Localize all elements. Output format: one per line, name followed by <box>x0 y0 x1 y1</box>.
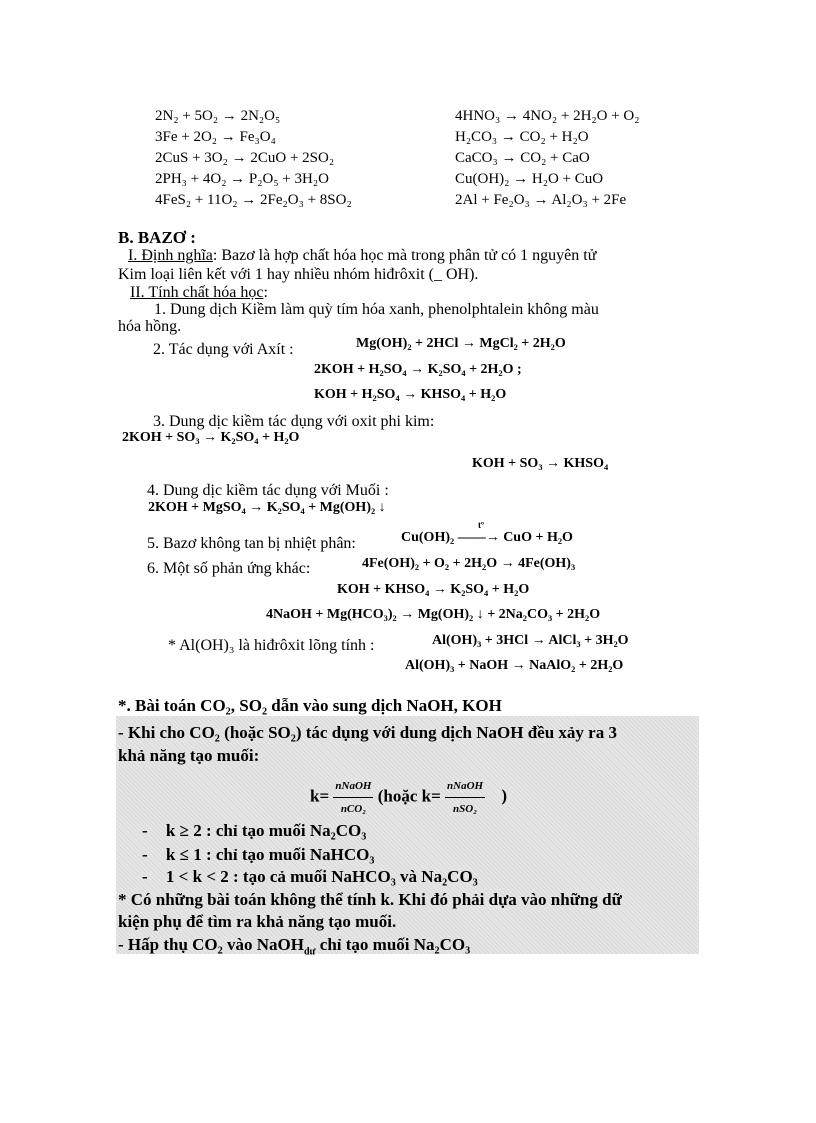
k-close-paren: ) <box>501 786 508 806</box>
fraction-2-numerator: nNaOH <box>445 775 485 798</box>
property-6: 6. Một số phản ứng khác: <box>147 560 311 577</box>
fraction-1-numerator: nNaOH <box>333 775 373 798</box>
absorb-line <box>118 934 470 963</box>
problem-title: *. Bài toán CO₂, SO₂ dẫn vào sung dịch NaOH, KOH <box>118 696 502 715</box>
case-1-text: k ≥ 2 : chỉ tạo muối Na₂CO₃ <box>165 821 367 840</box>
k-formula <box>310 775 507 820</box>
reaction-left-2: 3Fe + 2O₂ → Fe₃O₄ <box>155 129 276 145</box>
problem-line-2: khả năng tạo muối: <box>118 746 260 765</box>
reaction-left-3: 2CuS + 3O₂ → 2CuO + 2SO₂ <box>155 150 335 166</box>
property-3: 3. Dung dịc kiềm tác dụng với oxit phi kim: <box>153 413 435 430</box>
property-1-line-1: 1. Dung dịch Kiềm làm quỳ tím hóa xanh, phenolphtalein không màu <box>154 301 599 318</box>
fraction-naoh-co2 <box>333 775 373 820</box>
fraction-1-denominator: nCO₂ <box>340 803 367 815</box>
absorb-end: chỉ tạo muối Na₂CO₃ <box>315 935 471 954</box>
reaction-left-5: 4FeS₂ + 11O₂ → 2Fe₂O₃ + 8SO₂ <box>155 192 352 208</box>
definition-line-1 <box>128 246 596 266</box>
aluminum-note: * Al(OH)₃ là hiđrôxit lõng tính : <box>168 637 375 654</box>
equation-koh-so3: 2KOH + SO₃ → K₂SO₄ + H₂O <box>122 430 300 445</box>
equation-feoh2-oxidation: 4Fe(OH)₂ + O₂ + 2H₂O → 4Fe(OH)₃ <box>362 556 576 571</box>
note-line-1: * Có những bài toán không thể tính k. Khi đó phải dựa vào những dữ <box>118 890 622 909</box>
equation-koh-khso4: KOH + H₂SO₄ → KHSO₄ + H₂O <box>314 387 507 402</box>
equation-koh-mgso4: 2KOH + MgSO₄ → K₂SO₄ + Mg(OH)₂ ↓ <box>148 500 386 515</box>
equation-koh-khso4-2: KOH + KHSO₄ → K₂SO₄ + H₂O <box>337 582 530 597</box>
reaction-left-4: 2PH₃ + 4O₂ → P₂O₅ + 3H₂O <box>155 171 329 187</box>
definition-text-1: : Bazơ là hợp chất hóa học mà trong phân tử có 1 nguyên tử <box>212 247 597 264</box>
bullet: - <box>142 845 148 864</box>
case-2 <box>142 844 374 866</box>
reaction-right-1: 4HNO₃ → 4NO₂ + 2H₂O + O₂ <box>455 108 640 124</box>
equation-koh-h2so4: 2KOH + H₂SO₄ → K₂SO₄ + 2H₂O ; <box>314 362 522 377</box>
case-2-text: k ≤ 1 : chỉ tạo muối NaHCO₃ <box>165 845 375 864</box>
fraction-naoh-so2 <box>445 775 485 820</box>
property-4: 4. Dung dịc kiềm tác dụng với Muối : <box>147 482 389 499</box>
equation-cuoh2-heat: Cu(OH)₂ ——→ CuO + H₂O <box>401 530 573 545</box>
equation-koh-so3-khso4: KOH + SO₃ → KHSO₄ <box>472 456 609 471</box>
definition-label: I. Định nghĩa <box>128 247 213 264</box>
reaction-right-4: Cu(OH)₂ → H₂O + CuO <box>455 171 604 187</box>
absorb-text: - Hấp thụ CO₂ vào NaOH <box>118 935 304 954</box>
reaction-right-2: H₂CO₃ → CO₂ + H₂O <box>455 129 589 145</box>
section-b-title: B. BAZƠ : <box>118 228 196 247</box>
reaction-right-3: CaCO₃ → CO₂ + CaO <box>455 150 590 166</box>
case-3-text: 1 < k < 2 : tạo cả muối NaHCO₃ và Na₂CO₃ <box>165 867 478 886</box>
problem-line-1: - Khi cho CO₂ (hoặc SO₂) tác dụng với dung dịch NaOH đều xảy ra 3 <box>118 723 617 742</box>
properties-label: II. Tính chất hóa học <box>130 284 264 301</box>
property-1-line-2: hóa hồng. <box>118 318 182 335</box>
equation-aloh3-naoh: Al(OH)₃ + NaOH → NaAlO₂ + 2H₂O <box>405 658 624 673</box>
equation-mgoh2-hcl: Mg(OH)₂ + 2HCl → MgCl₂ + 2H₂O <box>356 336 566 351</box>
heat-symbol: tº <box>478 520 484 530</box>
equation-aloh3-hcl: Al(OH)₃ + 3HCl → AlCl₃ + 3H₂O <box>432 633 629 648</box>
property-5: 5. Bazơ không tan bị nhiệt phân: <box>147 535 356 552</box>
properties-colon: : <box>263 284 268 301</box>
k-lhs: k= <box>310 786 330 806</box>
case-1 <box>142 820 366 842</box>
fraction-2-denominator: nSO₂ <box>453 803 478 815</box>
k-alternative: (hoặc k= <box>377 786 441 806</box>
bullet: - <box>142 821 148 840</box>
definition-line-2: Kim loại liên kết với 1 hay nhiều nhóm hiđrôxit (_ OH). <box>118 266 479 283</box>
equation-naoh-mghco3: 4NaOH + Mg(HCO₃)₂ → Mg(OH)₂ ↓ + 2Na₂CO₃ + 2H₂O <box>266 607 601 622</box>
note-line-2: kiện phụ để tìm ra khả năng tạo muối. <box>118 912 397 931</box>
case-3 <box>142 866 478 888</box>
reaction-right-5: 2Al + Fe₂O₃ → Al₂O₃ + 2Fe <box>455 192 627 208</box>
bullet: - <box>142 867 148 886</box>
property-2: 2. Tác dụng với Axít : <box>153 341 294 358</box>
absorb-subscript: dư <box>303 946 316 958</box>
reaction-left-1: 2N₂ + 5O₂ → 2N₂O₅ <box>155 108 281 124</box>
